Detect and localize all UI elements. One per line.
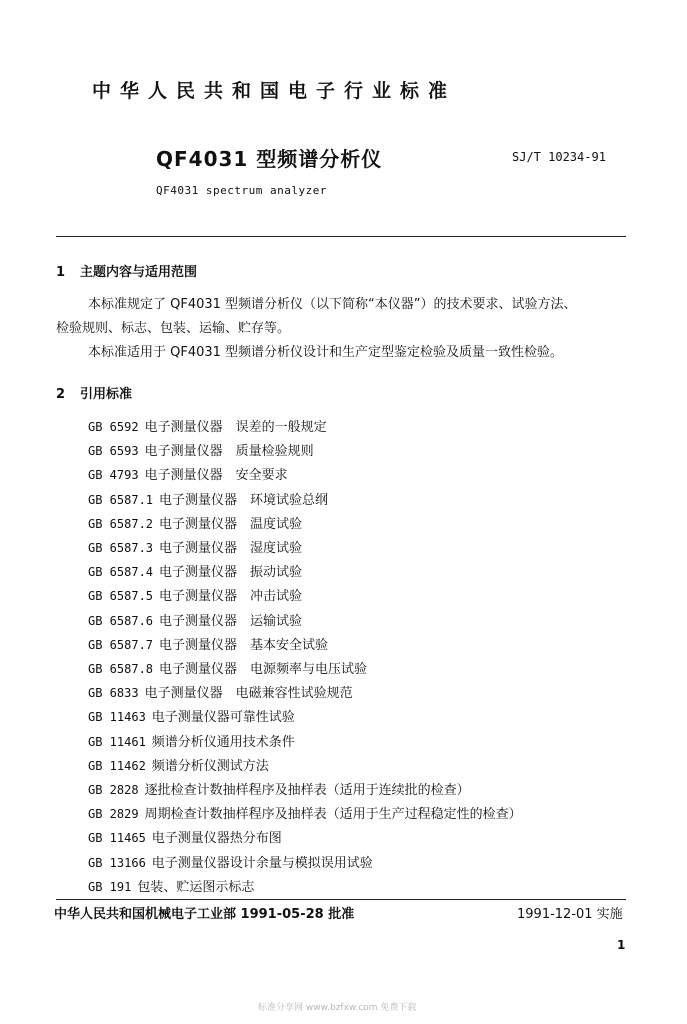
reference-title: 电子测量仪器 冲击试验 xyxy=(159,589,303,605)
reference-title: 电子测量仪器 环境试验总纲 xyxy=(159,492,329,508)
reference-code: GB 6592 xyxy=(88,420,139,434)
reference-title: 电子测量仪器可靠性试验 xyxy=(151,710,295,726)
section-1-para-1-line-1: 本标准规定了 QF4031 型频谱分析仪（以下简称“本仪器”）的技术要求、试验方法、 xyxy=(88,297,577,312)
reference-title: 电子测量仪器 安全要求 xyxy=(144,468,288,484)
reference-item xyxy=(88,561,302,580)
reference-code: GB 6587.3 xyxy=(88,541,154,555)
reference-code: GB 6593 xyxy=(88,444,139,459)
document-title: QF4031 型频谱分析仪 xyxy=(156,147,383,171)
section-1-heading xyxy=(56,261,197,280)
reference-code: GB 11465 xyxy=(88,831,146,846)
section-2-number: 2 xyxy=(56,387,66,402)
reference-code: GB 6587.5 xyxy=(88,589,154,604)
footer-divider xyxy=(56,899,626,900)
reference-item xyxy=(88,416,327,435)
title-divider xyxy=(56,236,626,237)
reference-code: GB 4793 xyxy=(88,468,139,483)
reference-title: 包装、贮运图示标志 xyxy=(137,879,255,895)
reference-code: GB 11461 xyxy=(88,734,146,749)
reference-item xyxy=(88,634,328,653)
section-2-heading xyxy=(56,383,132,402)
reference-code: GB 6587.8 xyxy=(88,662,154,676)
section-1-title: 主题内容与适用范围 xyxy=(80,265,198,280)
reference-code: GB 6833 xyxy=(88,686,139,701)
reference-item xyxy=(88,755,269,774)
reference-title: 频谱分析仪测试方法 xyxy=(151,758,269,774)
watermark: 标准分享网 www.bzfxw.com 免费下载 xyxy=(258,1003,417,1013)
reference-item xyxy=(88,706,295,725)
reference-code: GB 6587.6 xyxy=(88,613,154,628)
reference-code: GB 11462 xyxy=(88,758,146,773)
section-1-number: 1 xyxy=(56,265,66,280)
reference-code: GB 2828 xyxy=(88,783,139,797)
reference-item xyxy=(88,852,373,871)
reference-item xyxy=(88,779,470,798)
reference-item xyxy=(88,513,302,532)
reference-title: 电子测量仪器 电源频率与电压试验 xyxy=(159,662,368,677)
reference-code: GB 6587.1 xyxy=(88,492,154,507)
english-title: QF4031 spectrum analyzer xyxy=(156,184,327,197)
page-number: 1 xyxy=(617,938,626,952)
standard-code: SJ/T 10234-91 xyxy=(512,150,606,164)
reference-title: 频谱分析仪通用技术条件 xyxy=(151,734,295,750)
reference-title: 电子测量仪器热分布图 xyxy=(151,831,282,847)
reference-code: GB 13166 xyxy=(88,855,146,870)
reference-code: GB 2829 xyxy=(88,807,139,822)
section-2-title: 引用标准 xyxy=(80,387,133,402)
reference-item xyxy=(88,731,295,750)
reference-title: 电子测量仪器 运输试验 xyxy=(159,613,303,629)
reference-title: 电子测量仪器设计余量与模拟误用试验 xyxy=(151,855,373,871)
reference-code: GB 6587.7 xyxy=(88,637,154,652)
reference-title: 电子测量仪器 电磁兼容性试验规范 xyxy=(144,686,353,702)
reference-code: GB 6587.2 xyxy=(88,516,154,531)
reference-item xyxy=(88,876,254,895)
reference-title: 电子测量仪器 误差的一般规定 xyxy=(144,420,327,435)
reference-title: 电子测量仪器 质量检验规则 xyxy=(144,444,314,460)
reference-item xyxy=(88,610,302,629)
reference-title: 电子测量仪器 温度试验 xyxy=(159,516,303,532)
reference-code: GB 11463 xyxy=(88,710,146,725)
reference-item xyxy=(88,658,367,677)
reference-item xyxy=(88,682,353,701)
reference-item xyxy=(88,489,328,508)
effective-date: 1991-12-01 实施 xyxy=(517,907,623,922)
reference-item xyxy=(88,537,302,556)
organization-title: 中华人民共和国电子行业标准 xyxy=(92,80,457,102)
reference-title: 电子测量仪器 基本安全试验 xyxy=(159,637,329,653)
reference-code: GB 6587.4 xyxy=(88,565,154,580)
reference-code: GB 191 xyxy=(88,879,132,894)
section-1-para-2: 本标准适用于 QF4031 型频谱分析仪设计和生产定型鉴定检验及质量一致性检验。 xyxy=(88,345,564,360)
reference-item xyxy=(88,803,522,822)
reference-item xyxy=(88,440,314,459)
reference-item xyxy=(88,464,288,483)
reference-title: 电子测量仪器 湿度试验 xyxy=(159,541,303,556)
reference-title: 周期检查计数抽样程序及抽样表（适用于生产过程稳定性的检查） xyxy=(144,807,522,823)
reference-title: 电子测量仪器 振动试验 xyxy=(159,565,303,581)
reference-title: 逐批检查计数抽样程序及抽样表（适用于连续批的检查） xyxy=(144,783,470,798)
section-1-para-1-line-2: 检验规则、标志、包装、运输、贮存等。 xyxy=(56,321,291,336)
approval-line: 中华人民共和国机械电子工业部 1991-05-28 批准 xyxy=(54,907,355,922)
reference-item xyxy=(88,827,282,846)
reference-item xyxy=(88,585,302,604)
